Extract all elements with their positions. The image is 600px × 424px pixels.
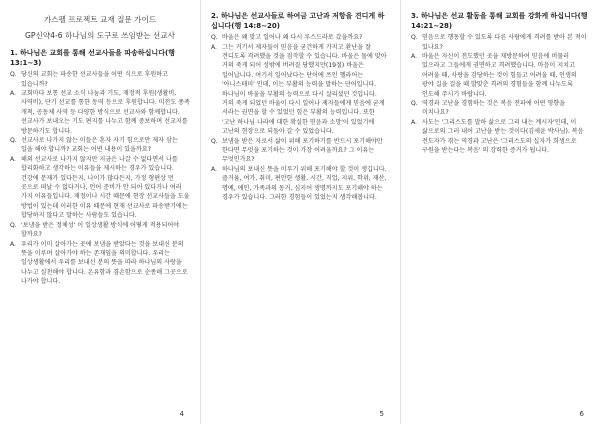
qa-tag: Q. <box>10 137 17 145</box>
qa-item <box>411 33 590 52</box>
qa-tag: A. <box>411 53 417 60</box>
qa-item <box>411 52 590 99</box>
qa-item <box>10 89 190 136</box>
qa-text: 당신의 교회는 파송한 선교사들을 어떤 식으로 후원하고 있습니까? <box>21 71 169 88</box>
qa-text: 바울은 자신이 전도했던 곳을 재방문하여 믿음에 머물러 있으라고 그들에게 권면하고 격려했습니다. 마음이 지치고 어려울 때, 사랑을 감당하는 것이 힘들고 어려울 때, 인생의 광야 길을 걸을 때 발맞춘 격려의 경험들을 함께 나누도록 인도해 주시기 바랍니다. <box>422 53 577 98</box>
page-number: 4 <box>179 410 184 418</box>
qa-text: 그는 거기서 제자들이 믿음을 굳건하게 가지고 환난을 잘 견디도록 격려했을 것을 짐작할 수 있습니다. 바울은 돌에 맞아 거의 죽게 되어 성밖에 버려질 당했지만(19절) 바울은 일어납니다. 여기서 일어났다는 단어에 쓰인 헬라어는 '아니스테미' 인데, 이는 부활의 능력을 말하는 단어입니다. 하나님이 바울을 부활의 능력으로 다시 살리셨던 것입니다. 거의 죽게 되었던 바울이 다시 일어나 제자들에게 믿음에 굳게 서라는 권면을 할 수 있었던 힘은 부활의 능력입니다. 또한 '고난 하나님 나라에 대한 확실한 믿음과 소망'이 있었기에 고난의 현장으로 되돌아 갈 수 있었습니다. <box>222 43 387 136</box>
section-heading: 1. 하나님은 교회를 통해 선교사들을 파송하십니다(행 13:1~3) <box>10 49 175 67</box>
section-heading: 3. 하나님은 선교 활동을 통해 교회를 강화케 하십니다(행 14:21~28) <box>411 12 588 30</box>
qa-tag: A. <box>10 90 16 97</box>
qa-item <box>10 155 190 221</box>
qa-item <box>10 240 190 287</box>
qa-text: 선교사로 나가지 않는 이들은 혼자 자기 힘으로만 제자 삼는 일을 해야 합니까? 교회는 어떤 내용이 있을까요? <box>21 137 178 154</box>
page-4 <box>0 0 200 424</box>
qa-text: 하나님의 보내신 뜻을 이루기 위해 포기해야 할 것이 생깁니다. 즐거움, 여가, 취미, 편안한 생활, 시간, 직업, 지위, 학위, 재산, 명예, 애인, 가족과의 동거, 심지어 생명까지도 포기해야 하는 경우가 있습니다. 그러한 경험들이 있었는지 생각해봅니다. <box>222 165 387 202</box>
qa-tag: A. <box>10 240 16 248</box>
qa-text: '보냄을 받은 정체성' 이 일상생활 방식에 어떻게 적용되어야 할까요? <box>21 221 180 239</box>
qa-tag: Q. <box>411 100 418 108</box>
qa-item <box>211 137 390 165</box>
qa-text: 교회마다 보통 선교 소식 나눔과 기도, 재정적 후원(생활비, 사역비), 단기 선교를 통한 동역 등으로 후원합니다. 미전도 종족 개척, 공동체 사역 등 다양한 방식으로 선교사와 함께합니다. 선교사가 보내오는 기도 편지를 나누고 함께 중보하며 선교지를 방문하기도 합니다. <box>21 90 190 135</box>
qa-item <box>211 33 390 42</box>
qa-tag: Q. <box>10 221 17 229</box>
qa-item <box>211 43 390 137</box>
qa-item <box>10 136 190 155</box>
qa-tag: A. <box>411 118 417 126</box>
qa-item <box>411 118 590 156</box>
qa-text: 사도는 '그리스도를 말하 삶으로 그리 내는 계시자'인데, 이 삶으로의 그러 내어 고난을 받는 것이다(김세윤 박사님). 복음 전도자가 겪는 역경과 고난은 '그리스도의 십자가 희생으로 구원을 받는다는 복음' 의 강력한 증거가 됩니다. <box>422 118 584 155</box>
qa-text: 믿음으로 행동할 수 있도록 다른 사람에게 격려를 받아 본 적이 있나요? <box>422 34 587 51</box>
qa-tag: Q. <box>411 34 418 42</box>
qa-text: 역경과 고난을 경험하는 것은 복음 전파에 어떤 영향을 미치나요? <box>422 100 566 117</box>
section-heading: 2. 하나님은 선교사들로 하여금 고난과 저항을 견디게 하십니다(행 14:8~20) <box>211 12 385 30</box>
lesson-subtitle: GP신약4-6 하나님의 도구로 쓰임받는 선교사 <box>25 31 175 40</box>
qa-tag: Q. <box>10 71 17 79</box>
qa-item <box>211 165 390 203</box>
page-5 <box>200 0 400 424</box>
qa-tag: A. <box>10 155 16 163</box>
page-6 <box>400 0 600 424</box>
qa-item <box>411 99 590 118</box>
page-number: 6 <box>579 410 584 418</box>
qa-text: 해외 선교사로 나가지 않지만 지금은 나갈 수 없다면서 나를 합리화하고 생각하는 이유들을 제시하는 경우가 있습니다. 건강에 문제가 있다든지, 나이가 많다든지, 가정 형편상 먼 곳으로 떠날 수 없다거나, 언어 준비가 안 되어 있다거나 여러 가지 이유들입니다. 재정이나 시간 때문에 현장 선교사들을 도울 방법이 있는데 이러한 이유 때문에 현재 선교사로 파송받기에는 합당하지 않다고 말하는 사람들도 있습니다. <box>21 155 190 220</box>
qa-tag: Q. <box>211 34 218 42</box>
qa-item <box>10 70 190 89</box>
document-title: 가스펠 프로젝트 교재 질문 가이드 <box>43 15 157 24</box>
qa-item <box>10 221 190 240</box>
qa-text: 우리가 이미 살아가는 곳에 보냄을 받았다는 것을 보내신 분의 뜻을 이루며 살아가야 하는 존재임을 의미합니다. 우리는 일상생활에서 우리를 보내신 분의 뜻을 따라 하나님의 사랑을 나누고 실천해야 합니다. 온유함과 겸손함으로 순종해 그곳으로 나가야 합니다. <box>21 240 188 286</box>
qa-tag: A. <box>211 43 217 51</box>
qa-text: 바울은 왜 맞고 일어나 왜 다시 루스드라로 갔을까요? <box>222 34 363 42</box>
qa-tag: Q. <box>211 137 218 145</box>
qa-text: 보냄을 받은 자로서 삶이 위해 포기하기를 반드시 포기해야만 한다면 무엇을 포기하는 것이 가장 어려울까요? 그 이유는 무엇인가요? <box>222 137 383 164</box>
page-number: 5 <box>379 410 384 418</box>
qa-tag: A. <box>211 165 217 173</box>
